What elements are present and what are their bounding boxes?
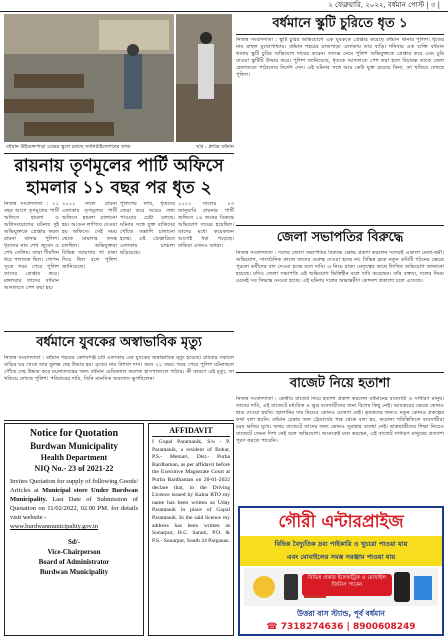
headline-rainay-1: রায়নায় তৃণমূলের পার্টি অফিসে (14, 156, 224, 176)
page-header: ২ ফেব্রুয়ারি, ২০২২, বর্ধমান পোস্ট | ৩ | (0, 0, 448, 12)
ad-line2: এবং মোবাইলের সমস্ত সরঞ্জাম পাওয়া যায় (286, 553, 396, 561)
headline-rainay-2: হামলার ১১ বছর পর ধৃত ২ (26, 178, 212, 198)
story-rainay-col2: ২০১১ সালে রায়না এলাকায় তৃণমূলের পার্টি অফিসে হামলা চালানো হয়। আগুন লাগিয়ে দেওয়া হয় অফিসে। সেই সময় থেকে মামলার তদন্ত চলছিল। অভিযুক্তরা বিভিন্ন জায়গায় গা ঢাকা দিয়ে ছিল বলে পুলিশ জানিয়েছে। (62, 201, 117, 270)
notice-body-bold: Municipal store Under Burdwan Municipality. (10, 487, 138, 503)
notice-body (10, 477, 138, 522)
photo-caption-left: বর্ধমান উইমেন্সপাড়া এভের স্কুলে চলছে স্যানিটাইজেশনের কাজ (6, 144, 131, 150)
notice-signer-3: Burdwan Municipality (39, 568, 109, 576)
divider (236, 225, 444, 226)
notice-website-link[interactable]: www.burdwanmunicipality.gov.in (10, 523, 99, 530)
notice-sd: Sd/- (67, 538, 81, 546)
notice-title: Notice for Quotation (29, 428, 119, 439)
divider (4, 153, 234, 154)
story-youth-death: নিজস্ব সংবাদদাতা : বর্ধমান শহরের কেশবগঞ্জ চটি এলাকায় এক যুবকের অস্বাভাবিক মৃত্যু হয়েছে। রবিবার সকালে বাড়ির ঘর থেকে তার ঝুলন্ত দেহ উদ্ধার হয়। মৃতের নাম বিশাল দাস। বয়স ২২ বছর। খবর পেয়ে পুলিশ ঘটনাস্থলে পৌঁছে দেহ উদ্ধার করে ময়নাতদন্তের জন্য বর্ধমান মেডিক্যাল কলেজ হাসপাতালে পাঠায়। কী কারণে এই মৃত্যু, তা খতিয়ে দেখছে পুলিশ। পরিবারের দাবি, তিনি মানসিক অবসাদে ভুগছিলেন। (4, 355, 234, 382)
headline-scooty-theft: বর্ধমানে স্কুটি চুরিতে ধৃত ১ (272, 16, 408, 31)
notice-quotation-box (4, 423, 144, 636)
story-scooty-theft: নিজস্ব সংবাদদাতা : স্কুটি চুরির অভিযোগে এক যুবককে গ্রেপ্তার করেছে বর্ধমান থানার পুলিশ। ধৃতের নাম রাহুল মুখোপাধ্যায়। বর্ধমান শহরের রাজপাড়া এলাকায় তার বাড়ি। শনিবার এক ব্যক্তি বর্ধমান থানায় স্কুটি চুরির অভিযোগ দায়ের করেন। তদন্তে নেমে পুলিশ অভিযুক্তকে গ্রেপ্তার করে এবং চুরি যাওয়া স্কুটিটি উদ্ধার করে। পুলিশ জানিয়েছে, ধৃতকে আদালতে পেশ করা হলে বিচারক তাকে জেল হেফাজতে পাঠানোর নির্দেশ দেন। এই ঘটনার সঙ্গে আর কেউ যুক্ত রয়েছে কিনা, তা খতিয়ে দেখছে পুলিশ। (236, 37, 444, 78)
ad-badge: বিভিন্ন প্রকার ইলেকট্রিক ও মোবাইল জিনিস পাবেন (302, 574, 392, 596)
affidavit-body: I Gopal Paramanik, S/o - P. Paramanik, a resident of Bohar, P.S.- Memari, Dist.- Purba Bardhaman, as per affidavit before the Executive Magistrate Court at Purba Bardhaman on 20-01-2022 declare that, in the Driving Licence issued by Kalna RTO my name has been written as Uday Paramanik in place of Gopal Paramanik. In the said licence my address has been written as Sonarpur, H.C. Sarani, P.O. & P.S.- Sonarpur, South 24 Parganas. (152, 439, 230, 544)
notice-signer-2: Board of Administrator (38, 558, 110, 566)
notice-body-part2: Last Date of Submission of Quotation on 11/02/2022, 02.00 PM. for details visit website - (10, 496, 138, 521)
photo-worker (176, 14, 232, 142)
divider (4, 420, 234, 421)
ad-yellow-bar (240, 536, 442, 566)
notice-signer-1: Vice-Chairperson (47, 548, 101, 556)
classroom-photo-image (4, 14, 174, 142)
story-rainay-col4: ২০১২ সালের ২৩ জানুয়ারি রায়নার পার্টি অফিসে ১৪ জনের বিরুদ্ধে অভিযোগ দায়ের হয়েছিল। তাদের মধ্যে কয়েকজন আগেই ধরা পড়েছে। বাকিরা এখনও অধরা। (178, 201, 234, 249)
ad-address: উত্তরা বাস স্ট্যান্ড, পূর্ব বর্ধমান (297, 609, 385, 618)
ad-gouri-enterprise (238, 506, 444, 636)
divider (236, 372, 444, 373)
ad-line1: বিভিন্ন বৈদ্যুতিক দ্রব্য পাইকারি ও খুচরো পাওয়া যায় (274, 540, 408, 548)
worker-photo-image (176, 14, 232, 142)
ad-phone: ☎ 7318274636 | 8900608249 (266, 622, 416, 632)
headline-youth-death: বর্ধমানে যুবকের অস্বাভাবিক মৃত্যু (36, 335, 202, 350)
divider (236, 34, 444, 35)
notice-org: Burdwan Municipality (30, 441, 118, 451)
story-rainay-col1: নিজস্ব সংবাদদাতা : ১১ বছর আগে তৃণমূলের পার্টি অফিসে হামলা ও অগ্নিসংযোগের ঘটনায় দুই অভিযুক্তকে গ্রেপ্তার করল রায়না থানার পুলিশ। ধৃতদের নাম শেখ জুবেদ ও শেখ সেলিম। তারা দীর্ঘদিন ধরে পলাতক ছিল। গোপন সূত্রে খবর পেয়ে পুলিশ তাদের গ্রেপ্তার করে। মঙ্গলবার তাদের বর্ধমান আদালতে পেশ করা হয়। (4, 201, 59, 291)
story-zilla: নিজস্ব সংবাদদাতা : দলের জেলা সভাপতির বিরুদ্ধে ক্ষোভ প্রকাশ করলেন দলেরই একাংশ নেতা-কর্মী। অভিযোগ, সাংগঠনিক কাজে তাদের গুরুত্ব দেওয়া হচ্ছে না। বিভিন্ন ব্লকে নতুন কমিটি গঠনের ক্ষেত্রে পুরনো কর্মীদের বাদ দেওয়া হচ্ছে বলে দাবি। এ নিয়ে রাজ্য নেতৃত্বের কাছে লিখিত অভিযোগ জানানো হয়েছে। যদিও জেলা সভাপতি এই অভিযোগ ভিত্তিহীন বলে দাবি করেছেন। তাঁর বক্তব্য, দলের নিয়ম মেনেই সব সিদ্ধান্ত নেওয়া হচ্ছে। এই ঘটনায় দলের অভ্যন্তরীণ কোন্দল প্রকাশ্যে চলে এসেছে। (236, 250, 444, 284)
affidavit-title: AFFIDAVIT (152, 426, 230, 437)
photo-caption-right: ছবি : ধ্রুবির বর্ধমান (196, 144, 234, 150)
affidavit-box (148, 423, 234, 636)
divider (4, 331, 234, 332)
notice-niq: NIQ No.- 23 of 2021-22 (34, 464, 114, 473)
story-budget: নিজস্ব সংবাদদাতা : কেন্দ্রীয় বাজেট নিয়ে হতাশা প্রকাশ করলেন বর্ধমানের ব্যবসায়ী ও সাধারণ মানুষ। তাদের দাবি, এই বাজেটে মধ্যবিত্ত ও ক্ষুদ্র ব্যবসায়ীদের জন্য বিশেষ কিছু নেই। আয়করের ক্ষেত্রে কোনও ছাড় দেওয়া হয়নি। জ্বালানির দাম নিয়েও কোনও ঘোষণা নেই। কৃষকদের জন্যও নতুন কোনও প্রকল্পের কথা বলা হয়নি। বর্ধমান চেম্বার অফ ট্রেডার্সের পক্ষ থেকে বলা হয়, করোনা পরিস্থিতিতে ব্যবসায়ীরা চরম ক্ষতির মুখে। অথচ বাজেটে তাদের জন্য কোনও সুরাহার ব্যবস্থা নেই। ছাত্রছাত্রীদের শিক্ষা নিয়েও বাজেটে তেমন দিশা নেই বলে অভিযোগ। অনেকেই মনে করছেন, এই বাজেট সাধারণ মানুষের প্রত্যাশা পূরণ করতে পারেনি। (236, 396, 444, 444)
headline-budget: বাজেট নিয়ে হতাশা (289, 376, 391, 391)
notice-body-part1: Invites Quotation for supply of following Goods/ Articles at (10, 478, 138, 494)
story-rainay-col3: পুলিশের দাবি, ধৃতদের জেরা করে আরও তথ্য পাওয়ার চেষ্টা চলছে। ঘটনার সঙ্গে যুক্ত বাকিদের খোঁজে তল্লাশি চালানো হচ্ছে। এই গ্রেপ্তারিতে এলাকায় চাঞ্চল্য ছড়িয়েছে। (120, 201, 175, 256)
notice-dept: Health Department (40, 453, 108, 462)
photo-classroom (4, 14, 174, 142)
ad-title: গৌরী এন্টারপ্রাইজ (278, 512, 404, 532)
headline-zilla: জেলা সভাপতির বিরুদ্ধে (276, 230, 404, 245)
